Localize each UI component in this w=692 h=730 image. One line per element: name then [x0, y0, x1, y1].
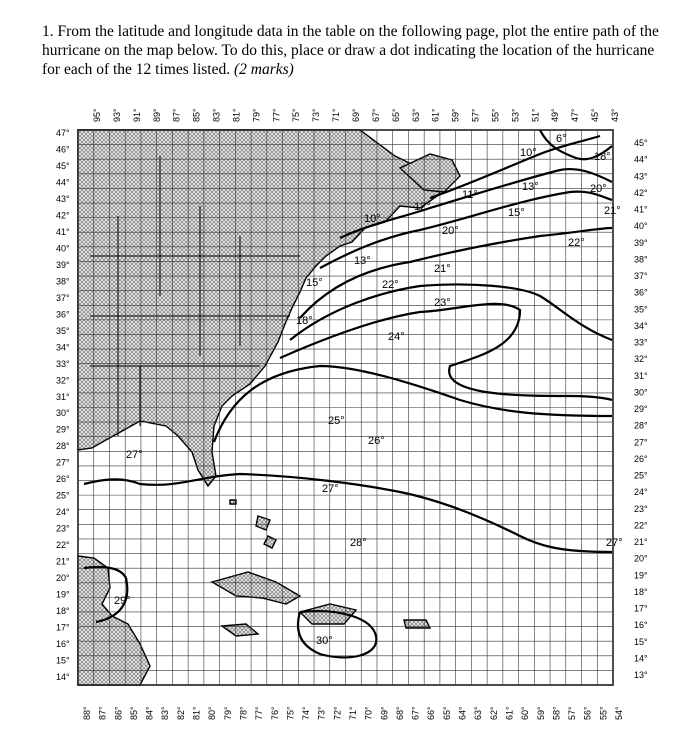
right-latitude-label: 32°: [634, 354, 648, 365]
bottom-longitude-label: 78°: [238, 706, 249, 720]
right-latitude-label: 34°: [634, 320, 648, 331]
bottom-longitude-label: 77°: [254, 706, 265, 720]
bottom-longitude-label: 64°: [457, 706, 468, 720]
bottom-longitude-label: 86°: [113, 706, 124, 720]
isotherm-label: 21°: [604, 205, 621, 217]
isotherm-label: 21°: [434, 263, 451, 275]
left-latitude-label: 29°: [56, 424, 70, 435]
right-latitude-label: 24°: [634, 487, 648, 498]
right-latitude-label: 14°: [634, 653, 648, 664]
bottom-longitude-label: 58°: [551, 706, 562, 720]
bottom-longitude-label: 88°: [82, 706, 92, 720]
bottom-longitude-label: 75°: [285, 706, 296, 720]
bottom-longitude-label: 63°: [473, 706, 484, 720]
top-longitude-label: 89°: [151, 108, 162, 122]
isotherm-label: 6°: [556, 133, 567, 145]
right-latitude-label: 17°: [634, 603, 648, 614]
top-longitude-label: 83°: [211, 108, 222, 122]
bottom-longitude-label: 59°: [535, 706, 546, 720]
left-latitude-label: 14°: [56, 672, 70, 682]
left-latitude-label: 40°: [56, 243, 70, 254]
top-longitude-label: 93°: [111, 108, 122, 122]
isotherm-label: 20°: [590, 183, 607, 195]
left-latitude-label: 35°: [56, 325, 70, 336]
right-latitude-label: 26°: [634, 453, 648, 464]
question-text: 1. From the latitude and longitude data in the table on the following page, plot the entire path of the hurricane on the map below. To do this, place or draw a dot indicating the location of the hurricane for each of the 12 times listed.: [42, 23, 659, 78]
left-latitude-label: 27°: [56, 457, 70, 468]
bottom-longitude-label: 83°: [160, 706, 171, 720]
right-latitude-labels: [634, 138, 648, 680]
left-latitude-label: 43°: [56, 193, 70, 204]
top-longitude-label: 53°: [510, 108, 521, 122]
left-latitude-label: 25°: [56, 490, 70, 501]
bottom-longitude-label: 65°: [441, 706, 452, 720]
isotherm-label: 27°: [126, 449, 143, 461]
top-longitude-label: 47°: [570, 108, 581, 122]
top-longitude-label: 63°: [410, 108, 421, 122]
right-latitude-label: 39°: [634, 237, 648, 248]
top-longitude-label: 81°: [231, 108, 242, 122]
bottom-longitude-label: 68°: [394, 706, 405, 720]
right-latitude-label: 35°: [634, 304, 648, 315]
top-longitude-label: 85°: [191, 108, 202, 122]
left-latitude-label: 22°: [56, 540, 70, 551]
left-latitude-label: 36°: [56, 309, 70, 320]
left-latitude-label: 38°: [56, 276, 70, 287]
isotherm-label: 15°: [508, 207, 525, 219]
right-latitude-label: 22°: [634, 520, 648, 531]
bottom-longitude-label: 66°: [426, 706, 437, 720]
top-longitude-label: 67°: [370, 108, 381, 122]
left-latitude-label: 21°: [56, 556, 70, 567]
right-latitude-label: 38°: [634, 254, 648, 265]
left-latitude-label: 28°: [56, 441, 70, 452]
left-latitude-label: 19°: [56, 589, 70, 600]
bottom-longitude-label: 82°: [175, 706, 186, 720]
left-latitude-label: 42°: [56, 210, 70, 221]
right-latitude-label: 18°: [634, 586, 648, 597]
top-longitude-label: 71°: [331, 108, 342, 122]
isotherm-label: 24°: [388, 331, 405, 343]
top-longitude-label: 61°: [430, 108, 441, 122]
isotherm-label: 15°: [306, 277, 323, 289]
bottom-longitude-label: 62°: [488, 706, 499, 720]
isotherm-label: 10°: [520, 147, 537, 159]
left-latitude-labels: [56, 128, 70, 682]
top-longitude-label: 91°: [131, 108, 142, 122]
left-latitude-label: 16°: [56, 639, 70, 650]
isotherm-label: 10°: [364, 213, 381, 225]
top-longitude-label: 51°: [530, 108, 541, 122]
left-latitude-label: 45°: [56, 160, 70, 171]
right-latitude-label: 29°: [634, 404, 648, 414]
right-latitude-label: 19°: [634, 570, 648, 581]
top-longitude-label: 65°: [390, 108, 401, 122]
left-latitude-label: 26°: [56, 474, 70, 485]
right-latitude-label: 25°: [634, 470, 648, 481]
isotherm-label: 11°: [462, 189, 478, 201]
left-latitude-label: 34°: [56, 342, 70, 353]
right-latitude-label: 20°: [634, 553, 648, 564]
top-longitude-label: 43°: [610, 108, 620, 122]
top-longitude-label: 75°: [291, 108, 302, 122]
top-longitude-label: 95°: [92, 108, 102, 122]
left-latitude-label: 31°: [56, 391, 70, 402]
left-latitude-label: 18°: [56, 606, 70, 617]
isotherm-label: 23°: [434, 297, 451, 309]
isotherm-label: 13°: [354, 255, 371, 267]
right-latitude-label: 15°: [634, 636, 648, 647]
right-latitude-label: 33°: [634, 337, 648, 348]
right-latitude-label: 43°: [634, 171, 648, 182]
bottom-longitude-label: 70°: [363, 706, 374, 720]
bottom-longitude-label: 81°: [191, 706, 202, 720]
left-latitude-label: 37°: [56, 292, 70, 303]
bottom-longitude-label: 87°: [97, 706, 108, 720]
bottom-longitude-label: 71°: [348, 706, 358, 720]
bottom-longitude-labels: [82, 706, 624, 720]
top-longitude-label: 87°: [171, 108, 182, 122]
right-latitude-label: 44°: [634, 154, 648, 165]
right-latitude-label: 28°: [634, 420, 648, 431]
top-longitude-label: 57°: [470, 108, 481, 122]
left-latitude-label: 24°: [56, 507, 70, 518]
right-latitude-label: 30°: [634, 387, 648, 398]
isotherm-label: 18°: [594, 151, 611, 163]
left-latitude-label: 33°: [56, 358, 70, 369]
left-latitude-label: 20°: [56, 573, 70, 584]
right-latitude-label: 27°: [634, 437, 648, 448]
right-latitude-label: 13°: [634, 670, 648, 680]
question-marks: (2 marks): [233, 61, 294, 78]
top-longitude-labels: [92, 108, 620, 122]
isotherm-label: 27°: [322, 483, 339, 495]
left-latitude-label: 15°: [56, 655, 70, 666]
right-latitude-label: 36°: [634, 287, 648, 298]
top-longitude-label: 45°: [590, 108, 601, 122]
top-longitude-label: 55°: [490, 108, 501, 122]
isotherm-label: 18°: [296, 315, 313, 327]
hurricane-plot-map[interactable]: [0, 96, 692, 725]
right-latitude-label: 41°: [634, 204, 648, 215]
top-longitude-label: 49°: [550, 108, 561, 122]
isotherm-label: 20°: [442, 225, 459, 237]
isotherm-label: 27°: [606, 537, 623, 549]
isotherm-label: 22°: [382, 279, 399, 291]
right-latitude-label: 42°: [634, 187, 648, 198]
bottom-longitude-label: 55°: [598, 706, 609, 720]
top-longitude-label: 77°: [271, 108, 282, 122]
right-latitude-label: 21°: [634, 537, 648, 547]
bottom-longitude-label: 80°: [207, 706, 218, 720]
bottom-longitude-label: 74°: [301, 706, 312, 720]
isotherm-label: 25°: [328, 415, 345, 427]
right-latitude-label: 45°: [634, 138, 648, 148]
isotherm-label: 22°: [568, 237, 585, 249]
right-latitude-label: 37°: [634, 271, 648, 281]
top-longitude-label: 79°: [251, 108, 262, 122]
left-latitude-label: 17°: [56, 622, 70, 633]
top-longitude-label: 69°: [351, 108, 361, 122]
bottom-longitude-label: 60°: [520, 706, 531, 720]
question-1: [42, 22, 662, 79]
isotherm-label: 13°: [522, 181, 539, 193]
left-latitude-label: 32°: [56, 375, 70, 386]
right-latitude-label: 23°: [634, 503, 648, 514]
bottom-longitude-label: 61°: [504, 706, 515, 720]
isotherm-label: 12°: [414, 201, 431, 213]
bottom-longitude-label: 54°: [614, 706, 624, 720]
bottom-longitude-label: 72°: [332, 706, 343, 720]
left-latitude-label: 41°: [56, 226, 70, 237]
right-latitude-label: 31°: [634, 370, 648, 381]
left-latitude-label: 47°: [56, 128, 70, 138]
bottom-longitude-label: 84°: [144, 706, 155, 720]
bottom-longitude-label: 67°: [410, 706, 421, 720]
top-longitude-label: 59°: [450, 108, 461, 122]
isotherm-label: 28°: [350, 537, 367, 549]
bottom-longitude-label: 79°: [222, 706, 233, 720]
bottom-longitude-label: 57°: [567, 706, 578, 720]
bottom-longitude-label: 85°: [128, 706, 139, 720]
left-latitude-label: 39°: [56, 259, 70, 270]
isotherm-label: 30°: [316, 635, 333, 647]
bottom-longitude-label: 56°: [582, 706, 593, 720]
top-longitude-label: 73°: [311, 108, 322, 122]
isotherm-label: 29°: [114, 595, 131, 607]
left-latitude-label: 30°: [56, 408, 70, 419]
left-latitude-label: 44°: [56, 177, 70, 188]
left-latitude-label: 46°: [56, 144, 70, 155]
bottom-longitude-label: 76°: [269, 706, 280, 720]
left-latitude-label: 23°: [56, 523, 70, 534]
right-latitude-label: 40°: [634, 221, 648, 232]
bottom-longitude-label: 69°: [379, 706, 390, 720]
isotherm-label: 26°: [368, 435, 385, 447]
right-latitude-label: 16°: [634, 620, 648, 631]
bottom-longitude-label: 73°: [316, 706, 327, 720]
